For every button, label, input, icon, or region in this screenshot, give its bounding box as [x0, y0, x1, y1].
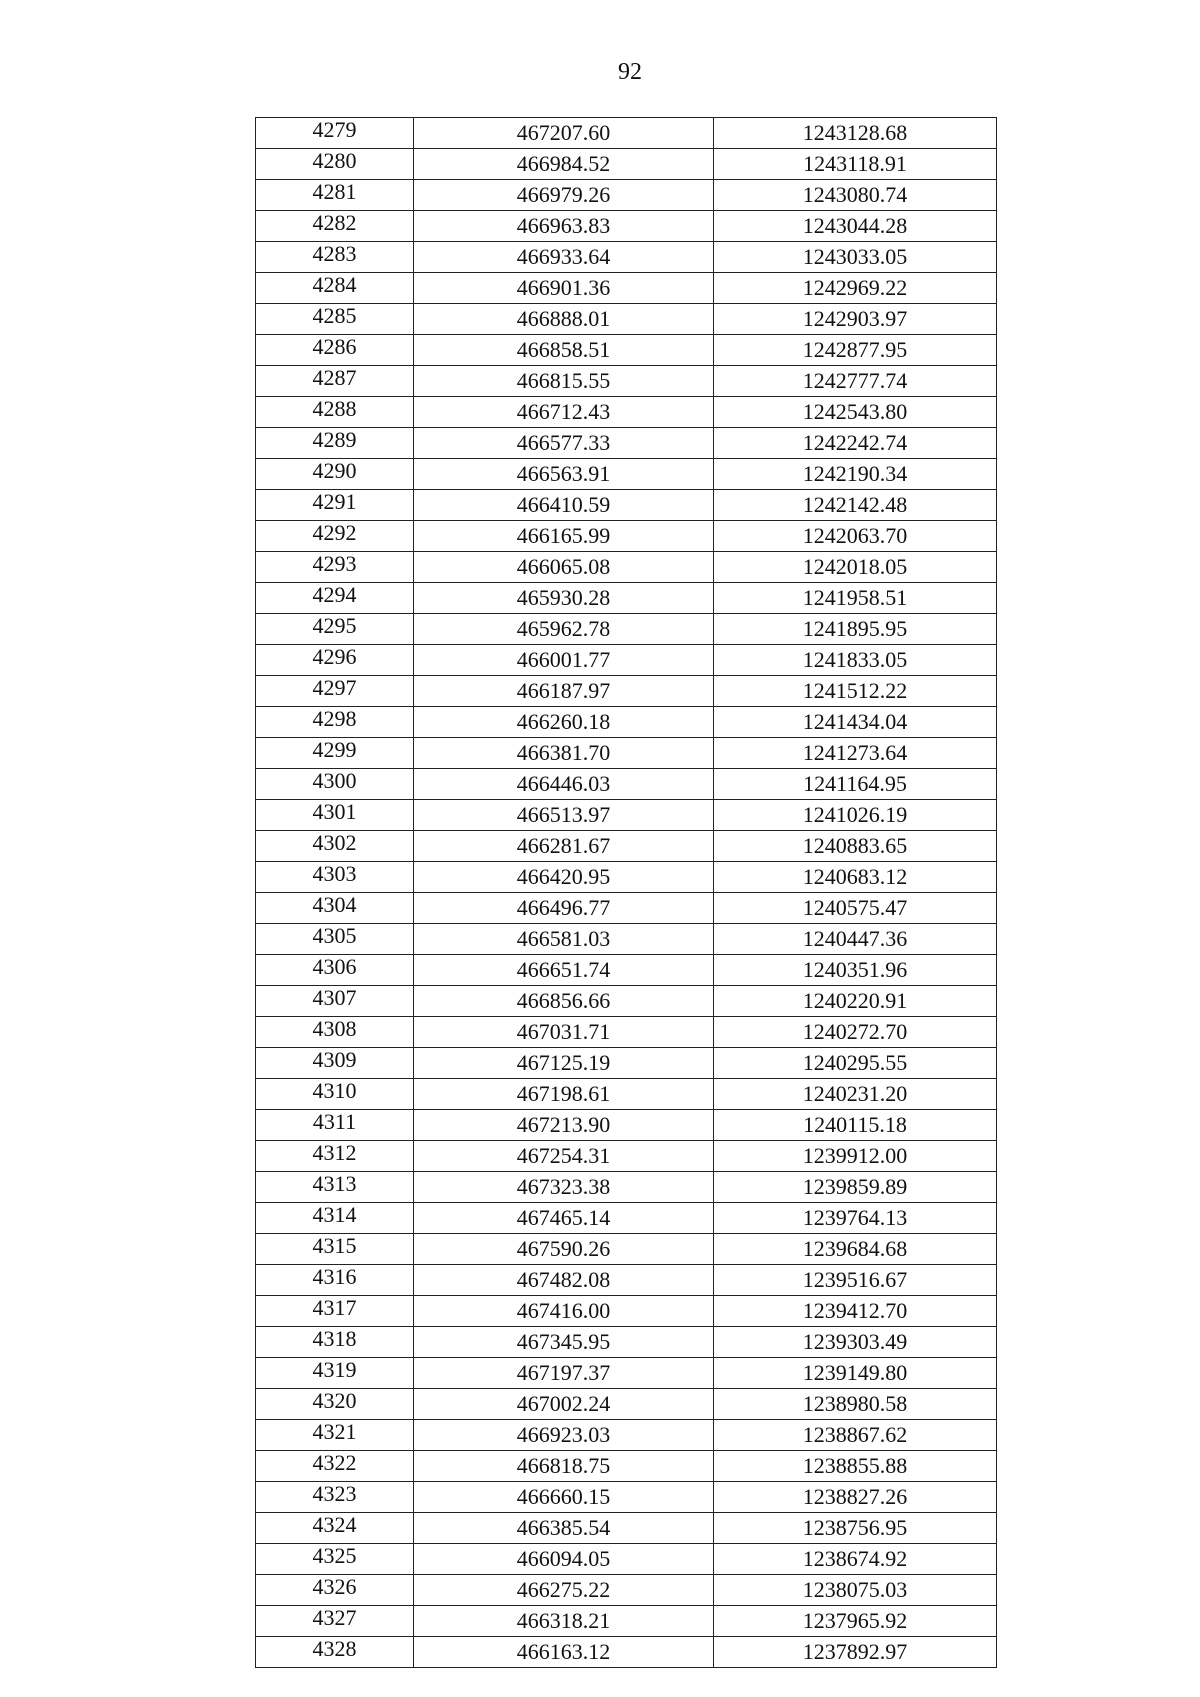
table-row	[256, 1451, 997, 1482]
x-coordinate-cell: 467465.14	[414, 1203, 714, 1234]
x-coordinate-cell: 466187.97	[414, 676, 714, 707]
x-coordinate-cell: 466923.03	[414, 1420, 714, 1451]
x-coordinate-cell: 467213.90	[414, 1110, 714, 1141]
point-number-cell: 4290	[256, 459, 414, 490]
y-coordinate-cell: 1242877.95	[714, 335, 997, 366]
y-coordinate-cell: 1238980.58	[714, 1389, 997, 1420]
point-number-cell: 4311	[256, 1110, 414, 1141]
table-row	[256, 1265, 997, 1296]
x-coordinate-cell: 466513.97	[414, 800, 714, 831]
x-coordinate-cell: 466933.64	[414, 242, 714, 273]
x-coordinate-cell: 466577.33	[414, 428, 714, 459]
table-row	[256, 273, 997, 304]
table-row	[256, 397, 997, 428]
table-row	[256, 707, 997, 738]
point-number-cell: 4316	[256, 1265, 414, 1296]
point-number-cell: 4289	[256, 428, 414, 459]
table-row	[256, 1110, 997, 1141]
y-coordinate-cell: 1240351.96	[714, 955, 997, 986]
x-coordinate-cell: 466712.43	[414, 397, 714, 428]
table-row	[256, 1606, 997, 1637]
y-coordinate-cell: 1238855.88	[714, 1451, 997, 1482]
x-coordinate-cell: 466420.95	[414, 862, 714, 893]
table-row	[256, 924, 997, 955]
y-coordinate-cell: 1239516.67	[714, 1265, 997, 1296]
y-coordinate-cell: 1240220.91	[714, 986, 997, 1017]
point-number-cell: 4315	[256, 1234, 414, 1265]
x-coordinate-cell: 466165.99	[414, 521, 714, 552]
y-coordinate-cell: 1239149.80	[714, 1358, 997, 1389]
y-coordinate-cell: 1239684.68	[714, 1234, 997, 1265]
point-number-cell: 4307	[256, 986, 414, 1017]
y-coordinate-cell: 1240683.12	[714, 862, 997, 893]
table-row	[256, 893, 997, 924]
table-row	[256, 738, 997, 769]
y-coordinate-cell: 1241164.95	[714, 769, 997, 800]
x-coordinate-cell: 466260.18	[414, 707, 714, 738]
y-coordinate-cell: 1240115.18	[714, 1110, 997, 1141]
point-number-cell: 4282	[256, 211, 414, 242]
point-number-cell: 4308	[256, 1017, 414, 1048]
x-coordinate-cell: 466660.15	[414, 1482, 714, 1513]
table-row	[256, 1017, 997, 1048]
x-coordinate-cell: 466281.67	[414, 831, 714, 862]
point-number-cell: 4287	[256, 366, 414, 397]
table-row	[256, 676, 997, 707]
y-coordinate-cell: 1242969.22	[714, 273, 997, 304]
table-row	[256, 583, 997, 614]
point-number-cell: 4293	[256, 552, 414, 583]
x-coordinate-cell: 466094.05	[414, 1544, 714, 1575]
x-coordinate-cell: 467002.24	[414, 1389, 714, 1420]
x-coordinate-cell: 467125.19	[414, 1048, 714, 1079]
table-row	[256, 180, 997, 211]
x-coordinate-cell: 466888.01	[414, 304, 714, 335]
x-coordinate-cell: 466410.59	[414, 490, 714, 521]
point-number-cell: 4319	[256, 1358, 414, 1389]
point-number-cell: 4321	[256, 1420, 414, 1451]
point-number-cell: 4306	[256, 955, 414, 986]
table-row	[256, 335, 997, 366]
y-coordinate-cell: 1241958.51	[714, 583, 997, 614]
x-coordinate-cell: 466979.26	[414, 180, 714, 211]
y-coordinate-cell: 1238867.62	[714, 1420, 997, 1451]
point-number-cell: 4291	[256, 490, 414, 521]
x-coordinate-cell: 467198.61	[414, 1079, 714, 1110]
point-number-cell: 4281	[256, 180, 414, 211]
point-number-cell: 4292	[256, 521, 414, 552]
y-coordinate-cell: 1240231.20	[714, 1079, 997, 1110]
y-coordinate-cell: 1243044.28	[714, 211, 997, 242]
table-row	[256, 552, 997, 583]
point-number-cell: 4296	[256, 645, 414, 676]
x-coordinate-cell: 466385.54	[414, 1513, 714, 1544]
y-coordinate-cell: 1243033.05	[714, 242, 997, 273]
y-coordinate-cell: 1241273.64	[714, 738, 997, 769]
point-number-cell: 4280	[256, 149, 414, 180]
y-coordinate-cell: 1242190.34	[714, 459, 997, 490]
point-number-cell: 4309	[256, 1048, 414, 1079]
point-number-cell: 4284	[256, 273, 414, 304]
y-coordinate-cell: 1241026.19	[714, 800, 997, 831]
point-number-cell: 4327	[256, 1606, 414, 1637]
point-number-cell: 4299	[256, 738, 414, 769]
y-coordinate-cell: 1237892.97	[714, 1637, 997, 1668]
table-row	[256, 986, 997, 1017]
x-coordinate-cell: 465962.78	[414, 614, 714, 645]
y-coordinate-cell: 1239912.00	[714, 1141, 997, 1172]
coordinates-table	[255, 117, 997, 1668]
y-coordinate-cell: 1240295.55	[714, 1048, 997, 1079]
point-number-cell: 4318	[256, 1327, 414, 1358]
table-row	[256, 149, 997, 180]
table-row	[256, 211, 997, 242]
x-coordinate-cell: 466858.51	[414, 335, 714, 366]
point-number-cell: 4295	[256, 614, 414, 645]
x-coordinate-cell: 466275.22	[414, 1575, 714, 1606]
point-number-cell: 4297	[256, 676, 414, 707]
x-coordinate-cell: 466856.66	[414, 986, 714, 1017]
point-number-cell: 4325	[256, 1544, 414, 1575]
table-row	[256, 1482, 997, 1513]
x-coordinate-cell: 466001.77	[414, 645, 714, 676]
x-coordinate-cell: 467345.95	[414, 1327, 714, 1358]
y-coordinate-cell: 1241895.95	[714, 614, 997, 645]
y-coordinate-cell: 1239859.89	[714, 1172, 997, 1203]
table-row	[256, 428, 997, 459]
table-row	[256, 1637, 997, 1668]
x-coordinate-cell: 467197.37	[414, 1358, 714, 1389]
point-number-cell: 4326	[256, 1575, 414, 1606]
table-row	[256, 1327, 997, 1358]
x-coordinate-cell: 466381.70	[414, 738, 714, 769]
x-coordinate-cell: 466901.36	[414, 273, 714, 304]
table-row	[256, 304, 997, 335]
x-coordinate-cell: 467323.38	[414, 1172, 714, 1203]
x-coordinate-cell: 466984.52	[414, 149, 714, 180]
x-coordinate-cell: 466581.03	[414, 924, 714, 955]
y-coordinate-cell: 1242142.48	[714, 490, 997, 521]
y-coordinate-cell: 1242777.74	[714, 366, 997, 397]
point-number-cell: 4302	[256, 831, 414, 862]
point-number-cell: 4301	[256, 800, 414, 831]
point-number-cell: 4313	[256, 1172, 414, 1203]
table-row	[256, 1172, 997, 1203]
y-coordinate-cell: 1240447.36	[714, 924, 997, 955]
table-row	[256, 459, 997, 490]
x-coordinate-cell: 466815.55	[414, 366, 714, 397]
table-row	[256, 769, 997, 800]
table-row	[256, 242, 997, 273]
table-row	[256, 955, 997, 986]
table-row	[256, 1296, 997, 1327]
x-coordinate-cell: 466963.83	[414, 211, 714, 242]
y-coordinate-cell: 1243118.91	[714, 149, 997, 180]
y-coordinate-cell: 1238075.03	[714, 1575, 997, 1606]
point-number-cell: 4322	[256, 1451, 414, 1482]
y-coordinate-cell: 1241833.05	[714, 645, 997, 676]
point-number-cell: 4314	[256, 1203, 414, 1234]
table-row	[256, 1048, 997, 1079]
y-coordinate-cell: 1238674.92	[714, 1544, 997, 1575]
x-coordinate-cell: 467254.31	[414, 1141, 714, 1172]
y-coordinate-cell: 1240272.70	[714, 1017, 997, 1048]
point-number-cell: 4285	[256, 304, 414, 335]
x-coordinate-cell: 466818.75	[414, 1451, 714, 1482]
table-row	[256, 614, 997, 645]
y-coordinate-cell: 1242903.97	[714, 304, 997, 335]
point-number-cell: 4304	[256, 893, 414, 924]
coordinates-table-body	[256, 118, 997, 1668]
y-coordinate-cell: 1239412.70	[714, 1296, 997, 1327]
table-row	[256, 831, 997, 862]
table-row	[256, 490, 997, 521]
table-row	[256, 1544, 997, 1575]
table-row	[256, 645, 997, 676]
y-coordinate-cell: 1239764.13	[714, 1203, 997, 1234]
y-coordinate-cell: 1243080.74	[714, 180, 997, 211]
point-number-cell: 4324	[256, 1513, 414, 1544]
y-coordinate-cell: 1240883.65	[714, 831, 997, 862]
x-coordinate-cell: 466065.08	[414, 552, 714, 583]
point-number-cell: 4303	[256, 862, 414, 893]
x-coordinate-cell: 467482.08	[414, 1265, 714, 1296]
point-number-cell: 4328	[256, 1637, 414, 1668]
y-coordinate-cell: 1238827.26	[714, 1482, 997, 1513]
point-number-cell: 4312	[256, 1141, 414, 1172]
point-number-cell: 4286	[256, 335, 414, 366]
page-number: 92	[618, 59, 642, 85]
x-coordinate-cell: 466446.03	[414, 769, 714, 800]
point-number-cell: 4310	[256, 1079, 414, 1110]
table-row	[256, 118, 997, 149]
table-row	[256, 1358, 997, 1389]
table-row	[256, 1079, 997, 1110]
y-coordinate-cell: 1239303.49	[714, 1327, 997, 1358]
x-coordinate-cell: 467416.00	[414, 1296, 714, 1327]
x-coordinate-cell: 466651.74	[414, 955, 714, 986]
y-coordinate-cell: 1243128.68	[714, 118, 997, 149]
table-row	[256, 800, 997, 831]
point-number-cell: 4279	[256, 118, 414, 149]
table-row	[256, 1575, 997, 1606]
point-number-cell: 4300	[256, 769, 414, 800]
x-coordinate-cell: 467031.71	[414, 1017, 714, 1048]
table-row	[256, 862, 997, 893]
table-row	[256, 1234, 997, 1265]
y-coordinate-cell: 1242543.80	[714, 397, 997, 428]
x-coordinate-cell: 467207.60	[414, 118, 714, 149]
x-coordinate-cell: 466563.91	[414, 459, 714, 490]
table-row	[256, 366, 997, 397]
table-row	[256, 1203, 997, 1234]
point-number-cell: 4305	[256, 924, 414, 955]
x-coordinate-cell: 467590.26	[414, 1234, 714, 1265]
point-number-cell: 4317	[256, 1296, 414, 1327]
x-coordinate-cell: 466163.12	[414, 1637, 714, 1668]
y-coordinate-cell: 1241512.22	[714, 676, 997, 707]
x-coordinate-cell: 465930.28	[414, 583, 714, 614]
table-row	[256, 521, 997, 552]
y-coordinate-cell: 1242063.70	[714, 521, 997, 552]
table-row	[256, 1141, 997, 1172]
point-number-cell: 4294	[256, 583, 414, 614]
point-number-cell: 4288	[256, 397, 414, 428]
x-coordinate-cell: 466318.21	[414, 1606, 714, 1637]
y-coordinate-cell: 1240575.47	[714, 893, 997, 924]
point-number-cell: 4298	[256, 707, 414, 738]
y-coordinate-cell: 1242018.05	[714, 552, 997, 583]
table-row	[256, 1389, 997, 1420]
table-row	[256, 1420, 997, 1451]
table-row	[256, 1513, 997, 1544]
point-number-cell: 4283	[256, 242, 414, 273]
point-number-cell: 4323	[256, 1482, 414, 1513]
y-coordinate-cell: 1241434.04	[714, 707, 997, 738]
x-coordinate-cell: 466496.77	[414, 893, 714, 924]
y-coordinate-cell: 1238756.95	[714, 1513, 997, 1544]
y-coordinate-cell: 1237965.92	[714, 1606, 997, 1637]
y-coordinate-cell: 1242242.74	[714, 428, 997, 459]
point-number-cell: 4320	[256, 1389, 414, 1420]
